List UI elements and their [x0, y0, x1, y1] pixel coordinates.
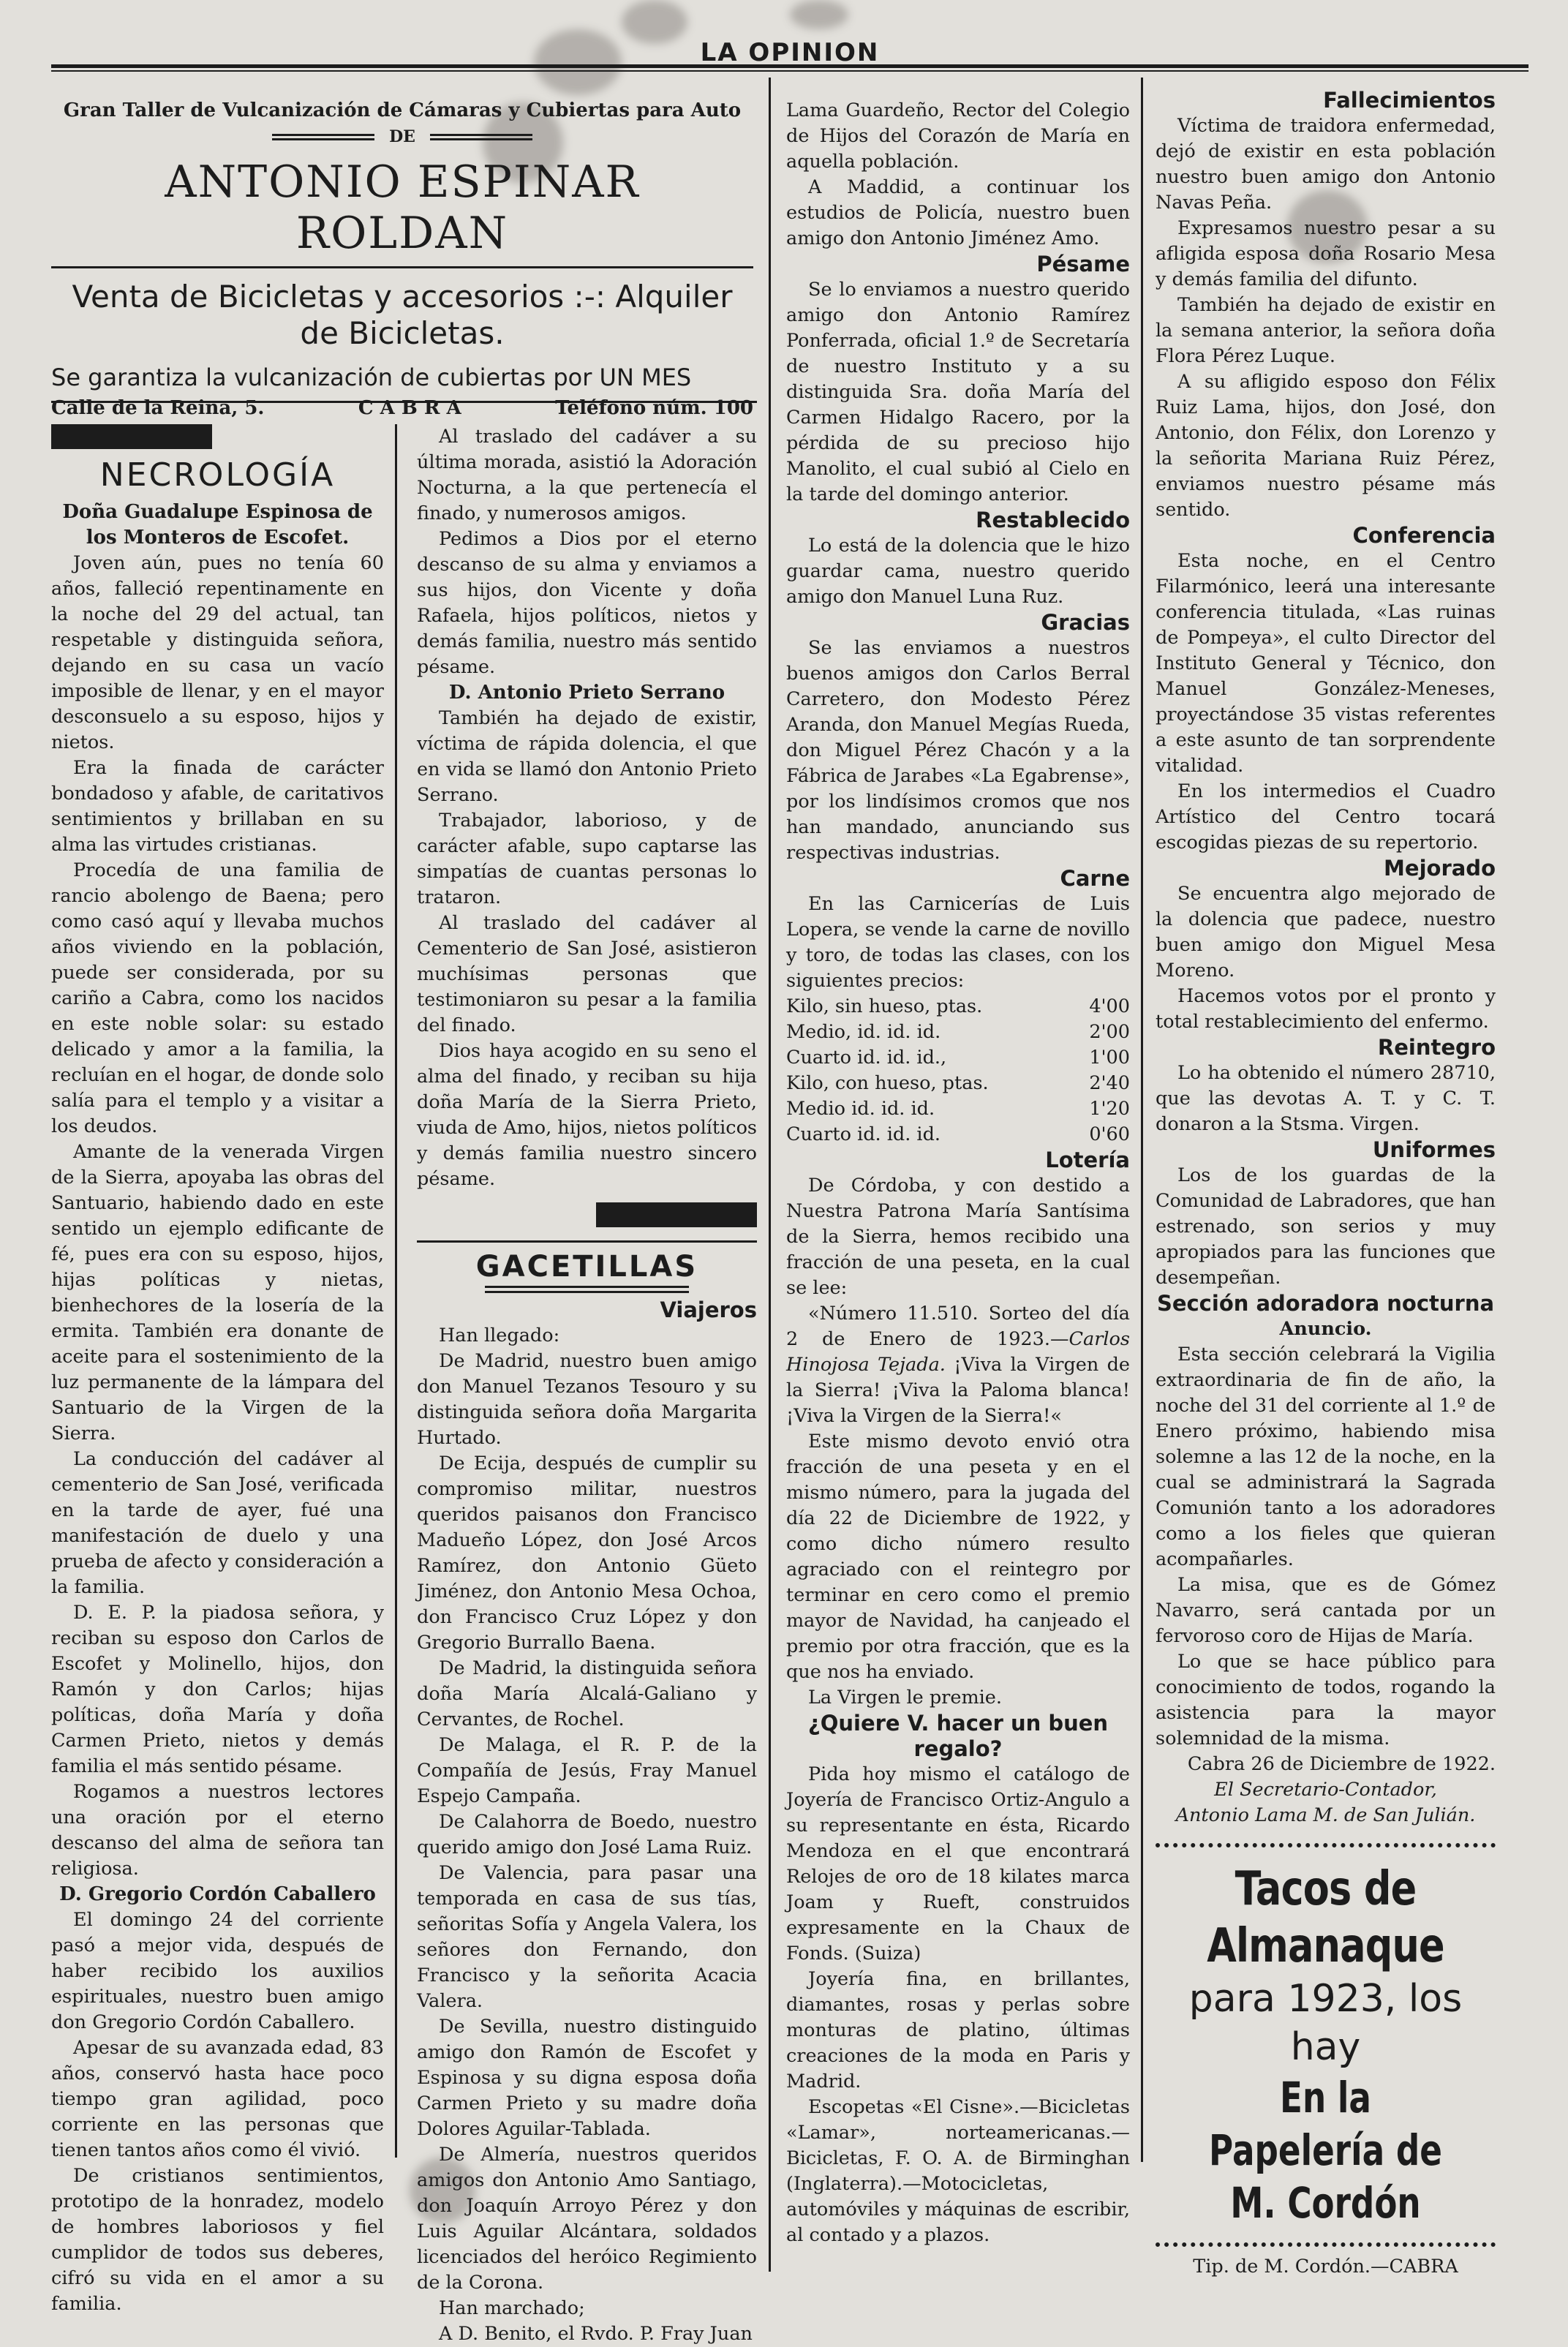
paragraph: Apesar de su avanzada edad, 83 años, conservó hasta hace poco tiempo gran agilidad, poco corriente en las personas que tienen tantos años como él vivió.	[51, 2037, 384, 2161]
paragraph: A Maddid, a continuar los estudios de Policía, nuestro buen amigo don Antonio Jiménez Amo.	[786, 176, 1130, 249]
section-heading-reintegro: Reintegro	[1377, 1035, 1496, 1060]
anuncio-label: Anuncio.	[1279, 1318, 1372, 1340]
paragraph: Se encuentra algo mejorado de la dolencia que padece, nuestro buen amigo don Miguel Mesa Moreno.	[1156, 883, 1496, 982]
paragraph: Al traslado del cadáver a su última morada, asistió la Adoración Nocturna, a la que pertenecía el finado, y numerosos amigos.	[417, 426, 757, 524]
paragraph: La misa, que es de Gómez Navarro, será cantada por un fervoroso coro de Hijas de María.	[1156, 1574, 1496, 1647]
price-item: Medio id. id. id.	[786, 1098, 935, 1120]
ad-rule	[51, 266, 753, 268]
paragraph: También ha dejado de existir, víctima de rápida dolencia, el que en vida se llamó don Antonio Prieto Serrano.	[417, 707, 757, 806]
paragraph: Se lo enviamos a nuestro querido amigo don Antonio Ramírez Ponferrada, oficial 1.º de Secretaría de nuestro Instituto y a su distinguida Sra. doña María del Carmen Hidalgo Racero, por la pérdida de su precioso hijo Manolito, el cual subió al Cielo en la tarde del domingo anterior.	[786, 279, 1130, 505]
paragraph: De Ecija, después de cumplir su compromiso militar, nuestros queridos paisanos don Francisco Madueño López, don José Arcos Ramírez, don Antonio Güeto Jiménez, don Antonio Mesa Ochoa, don Francisco Cruz López y don Gregorio Burrallo Baena.	[417, 1453, 757, 1654]
almanac-advertisement	[1156, 1843, 1496, 2247]
price-item: Cuarto id. id. id.,	[786, 1047, 947, 1069]
ad-address: Calle de la Reina, 5.	[51, 397, 265, 419]
paragraph: Han llegado:	[439, 1325, 560, 1346]
paragraph: De Almería, nuestros queridos amigos don Antonio Amo Santiago, don Joaquín Arroyo Pérez y don Luis Aguilar Alcántara, soldados licenciados del heróico Regimiento de la Corona.	[417, 2144, 757, 2294]
paragraph: Lo que se hace público para conocimiento de todos, rogando la asistencia para la mayor solemnidad de la misma.	[1156, 1651, 1496, 1749]
price-row	[786, 994, 1130, 1020]
paragraph: Lama Guardeño, Rector del Colegio de Hijos del Corazón de María en aquella población.	[786, 99, 1130, 173]
ink-stain	[622, 0, 687, 44]
obituary-heading: Doña Guadalupe Espinosa de los Monteros de Escofet.	[62, 501, 373, 549]
ad-de-row	[51, 127, 753, 146]
paragraph: De cristianos sentimientos, prototipo de la honradez, modelo de hombres laboriosos y fiel cumplidor de todos sus deberes, cifró su vida en el amor a su familia.	[51, 2165, 384, 2315]
paragraph: De Calahorra de Boedo, nuestro querido amigo don José Lama Ruiz.	[417, 1811, 757, 1858]
paragraph: Han marchado;	[439, 2297, 585, 2319]
paragraph: De Madrid, nuestro buen amigo don Manuel Tezanos Tesouro y su distinguida señora doña Margarita Hurtado.	[417, 1350, 757, 1449]
paragraph: Escopetas «El Cisne».—Bicicletas «Lamar», norteamericanas.—Bicicletas, F. O. A. de Birminghan (Inglaterra).—Motocicletas, automóviles y máquinas de escribir, al contado y a plazos.	[786, 2096, 1130, 2246]
price-item: Kilo, con hueso, ptas.	[786, 1072, 989, 1094]
paragraph: A su afligido esposo don Félix Ruiz Lama, hijos, don José, don Antonio, don Félix, don Lorenzo y la señorita Mariana Ruiz Pérez, enviamos nuestro pésame más sentido.	[1156, 371, 1496, 521]
section-heading-viajeros: Viajeros	[660, 1297, 757, 1322]
paragraph: También ha dejado de existir en la semana anterior, la señora doña Flora Pérez Luque.	[1156, 294, 1496, 367]
paragraph: D. E. P. la piadosa señora, y reciban su esposo don Carlos de Escofet y Molinello, hijos, don Ramón y don Carlos; hijas políticas, doña María y doña Carmen Prieto, nietos y demás familia el más sentido pésame.	[51, 1602, 384, 1777]
masthead-rule-thin	[51, 70, 1529, 72]
almanac-headline: Tacos de Almanaque	[1207, 1862, 1444, 1973]
notice-date: Cabra 26 de Diciembre de 1922.	[1187, 1753, 1496, 1775]
paragraph: Pida hoy mismo el catálogo de Joyería de Francisco Ortiz-Angulo a su representante en ésta, Ricardo Mendoza en el que encontrará Relojes de oro de 18 kilates marca Joam y Rueft, construidos expresamente en la Chaux de Fonds. (Suiza)	[786, 1763, 1130, 1964]
paragraph: Víctima de traidora enfermedad, dejó de existir en esta población nuestro buen amigo don Antonio Navas Peña.	[1156, 115, 1496, 214]
signature-title: El Secretario-Contador,	[1214, 1779, 1437, 1801]
paragraph: El domingo 24 del corriente pasó a mejor vida, después de haber recibido los auxilios espirituales, nuestro buen amigo don Gregorio Cordón Caballero.	[51, 1909, 384, 2033]
paragraph: Rogamos a nuestros lectores una oración por el eterno descanso del alma de señora tan religiosa.	[51, 1781, 384, 1880]
price-value: 0'60	[1089, 1123, 1130, 1145]
paragraph: En las Carnicerías de Luis Lopera, se vende la carne de novillo y toro, de todas las clases, con los siguientes precios:	[786, 893, 1130, 992]
price-item: Kilo, sin hueso, ptas.	[786, 995, 983, 1017]
paragraph: En los intermedios el Cuadro Artístico del Centro tocará escogidas piezas de su repertorio.	[1156, 780, 1496, 854]
column-necrologia	[51, 424, 384, 2317]
signature-name: Antonio Lama M. de San Julián.	[1175, 1804, 1476, 1826]
ad-guarantee: Se garantiza la vulcanización de cubiertas por UN MES	[51, 363, 692, 391]
ad-city: C A B R A	[358, 397, 461, 419]
price-item: Cuarto id. id. id.	[786, 1123, 941, 1145]
paragraph: Lo ha obtenido el número 28710, que las devotas A. T. y C. T. donaron a la Stsma. Virgen.	[1156, 1062, 1496, 1135]
paragraph: Esta noche, en el Centro Filarmónico, leerá una interesante conferencia titulada, «Las ruinas de Pompeya», el culto Director del Instituto General y Técnico, don Manuel González-Meneses, proyectándose 35 vistas referentes a este asunto de tan sorprendente vitalidad.	[1156, 550, 1496, 777]
paragraph: Se las enviamos a nuestros buenos amigos don Carlos Berral Carretero, don Modesto Pérez Aranda, don Manuel Megías Rueda, don Miguel Pérez Chacón y a la Fábrica de Jarabes «La Egabrense», por los lindísimos cromos que nos han mandado, anunciando sus respectivas industrias.	[786, 637, 1130, 864]
column-three	[786, 98, 1130, 2248]
printer-imprint: Tip. de M. Cordón.—CABRA	[1193, 2256, 1458, 2278]
column-gacetillas	[417, 424, 757, 2347]
section-heading-gracias: Gracias	[1041, 610, 1130, 635]
section-heading-adoradora: Sección adoradora nocturna	[1156, 1291, 1495, 1316]
paragraph: La conducción del cadáver al cementerio de San José, verificada en la tarde de ayer, fué una manifestación de duelo y una prueba de afecto y consideración a la familia.	[51, 1448, 384, 1598]
section-heading-conferencia: Conferencia	[1352, 523, 1496, 548]
double-rule	[485, 1286, 689, 1293]
ad-sales-text: Venta de Bicicletas y accesorios :-: Alquiler de Bicicletas.	[72, 279, 733, 351]
price-row	[786, 1071, 1130, 1096]
price-row	[786, 1020, 1130, 1045]
section-heading-loteria: Lotería	[1045, 1148, 1130, 1172]
paragraph: Lo está de la dolencia que le hizo guardar cama, nuestro querido amigo don Manuel Luna Ruz.	[786, 535, 1130, 608]
ad-de: DE	[389, 127, 415, 146]
paragraph: Expresamos nuestro pesar a su afligida esposa doña Rosario Mesa y demás familia del difunto.	[1156, 217, 1496, 290]
column-rule	[395, 424, 397, 2158]
black-bar	[51, 424, 212, 449]
paragraph: Joven aún, pues no tenía 60 años, falleció repentinamente en la noche del 29 del actual, tan respetable y distinguida señora, dejando en su casa un vacío imposible de llenar, y en el mayor desconsuelo a su esposo, hijos y nietos.	[51, 552, 384, 753]
section-heading-pesame: Pésame	[1036, 252, 1130, 276]
price-value: 1'20	[1089, 1098, 1130, 1120]
paragraph: Pedimos a Dios por el eterno descanso de su alma y enviamos a sus hijos, don Vicente y doña Rafaela, hijos políticos, nietos y demás familia, nuestro más sentido pésame.	[417, 528, 757, 678]
price-item: Medio, id. id. id.	[786, 1021, 941, 1043]
section-rule	[417, 1240, 757, 1243]
section-heading-fallecimientos: Fallecimientos	[1323, 88, 1496, 113]
ink-stain	[790, 0, 848, 29]
section-heading-restablecido: Restablecido	[976, 508, 1130, 532]
price-value: 2'40	[1089, 1072, 1130, 1094]
ad-address-row	[51, 397, 753, 419]
section-heading-mejorado: Mejorado	[1384, 856, 1496, 881]
paragraph: Joyería fina, en brillantes, diamantes, rosas y perlas sobre monturas de platino, últimas creaciones de la moda en Paris y Madrid.	[786, 1968, 1130, 2092]
paragraph: Los de los guardas de la Comunidad de Labradores, que han estrenado, son serios y muy apropiados para las funciones que desempeñan.	[1156, 1164, 1496, 1289]
paragraph: De Malaga, el R. P. de la Compañía de Jesús, Fray Manuel Espejo Campaña.	[417, 1734, 757, 1807]
quote-signature: Carlos Hinojosa Tejada.	[786, 1328, 1130, 1376]
paragraph: De Valencia, para pasar una temporada en casa de sus tías, señoritas Sofía y Angela Valera, los señores don Fernando, don Francisco y la señorita Acacia Valera.	[417, 1862, 757, 2012]
paragraph: Amante de la venerada Virgen de la Sierra, apoyaba las obras del Santuario, habiendo dado en este sentido un ejemplo edificante de fé, pues era con su esposo, hijos, hijas políticas y nietas, bienhechores de la losería de la ermita. También era donante de aceite para el sostenimiento de la luz permanente de la lámpara del Santuario de la Virgen de la Sierra.	[51, 1141, 384, 1444]
section-heading-carne: Carne	[1060, 866, 1130, 891]
workshop-advertisement	[51, 92, 753, 419]
section-heading-regalo: ¿Quiere V. hacer un buen regalo?	[807, 1711, 1109, 1761]
price-row	[786, 1122, 1130, 1148]
obituary-heading: D. Gregorio Cordón Caballero	[59, 1883, 376, 1905]
column-four	[1156, 88, 1496, 2280]
obituary-heading: D. Antonio Prieto Serrano	[448, 682, 725, 704]
paragraph: A D. Benito, el Rvdo. P. Fray Juan	[439, 2323, 753, 2345]
price-value: 1'00	[1089, 1047, 1130, 1069]
ad-business-name: ANTONIO ESPINAR ROLDAN	[165, 157, 640, 259]
column-rule	[769, 78, 771, 2272]
paragraph: Procedía de una familia de rancio abolengo de Baena; pero como casó aquí y llevaba muchos años viviendo en la población, puede ser considerada, por su cariño a Cabra, como los nacidos en este noble solar: su estado delicado y amor a la familia, la recluían en el hogar, de donde solo salía para el templo y a visitar a los deudos.	[51, 859, 384, 1137]
black-bar	[596, 1202, 757, 1227]
paragraph: Hacemos votos por el pronto y total restablecimiento del enfermo.	[1156, 985, 1496, 1033]
price-value: 2'00	[1089, 1021, 1130, 1043]
masthead-rule	[51, 64, 1529, 68]
price-value: 4'00	[1089, 995, 1130, 1017]
paragraph: Era la finada de carácter bondadoso y afable, de caritativos sentimientos y brillaban en su alma las virtudes cristianas.	[51, 757, 384, 856]
paragraph: De Córdoba, y con destido a Nuestra Patrona María Santísima de la Sierra, hemos recibido una fracción de una peseta, en la cual se lee:	[786, 1175, 1130, 1299]
lottery-quote	[786, 1301, 1130, 1429]
gacetillas-title: GACETILLAS	[475, 1250, 698, 1284]
quote-text: «Número 11.510. Sorteo del día 2 de Enero de 1923.—	[786, 1303, 1130, 1350]
paragraph: Esta sección celebrará la Vigilia extraordinaria de fin de año, la noche del 31 del corriente al 1.º de Enero próximo, habiendo misa solemne a las 12 de la noche, en la cual se administrará la Sagrada Comunión tanto a los adoradores como a los fieles que quieran acompañarles.	[1156, 1344, 1496, 1570]
necrologia-title: NECROLOGÍA	[99, 456, 336, 494]
price-row	[786, 1045, 1130, 1071]
paragraph: La Virgen le premie.	[808, 1687, 1002, 1709]
almanac-shop: En la Papelería de M. Cordón	[1209, 2073, 1442, 2228]
meat-price-table	[786, 994, 1130, 1148]
paragraph: Este mismo devoto envió otra fracción de una peseta y en el mismo número, para la jugada del día 22 de Diciembre de 1922, y como dicho número resulto agraciado con el reintegro por terminar en cero como el premio mayor de Navidad, ha canjeado el premio por otra fracción, que es la que nos ha enviado.	[786, 1431, 1130, 1683]
masthead-title: LA OPINION	[700, 38, 880, 67]
paragraph: Trabajador, laborioso, y de carácter afable, supo captarse las simpatías de cuantas personas lo trataron.	[417, 810, 757, 908]
paragraph: Al traslado del cadáver al Cementerio de San José, asistieron muchísimas personas que testimoniaron su pesar a la familia del finado.	[417, 912, 757, 1036]
price-row	[786, 1096, 1130, 1122]
ad-headline: Gran Taller de Vulcanización de Cámaras y Cubiertas para Auto	[63, 99, 742, 121]
ad-phone: Teléfono núm. 100	[555, 397, 753, 419]
column-rule	[1141, 78, 1143, 2162]
section-heading-uniformes: Uniformes	[1372, 1137, 1496, 1162]
almanac-subline: para 1923, los hay	[1188, 1977, 1463, 2069]
paragraph: De Madrid, la distinguida señora doña María Alcalá-Galiano y Cervantes, de Rochel.	[417, 1657, 757, 1730]
quote-text-end: ¡Viva la Virgen de la Sierra! ¡Viva la Paloma blanca! ¡Viva la Virgen de la Sierra!«	[786, 1354, 1131, 1427]
paragraph: Dios haya acogido en su seno el alma del finado, y reciban su hija doña María de la Sierra Prieto, viuda de Amo, hijos, nietos políticos y demás familia nuestro sincero pésame.	[417, 1040, 758, 1190]
paragraph: De Sevilla, nuestro distinguido amigo don Ramón de Escofet y Espinosa y su digna esposa doña Carmen Prieto y su madre doña Dolores Aguilar-Tablada.	[417, 2016, 757, 2140]
